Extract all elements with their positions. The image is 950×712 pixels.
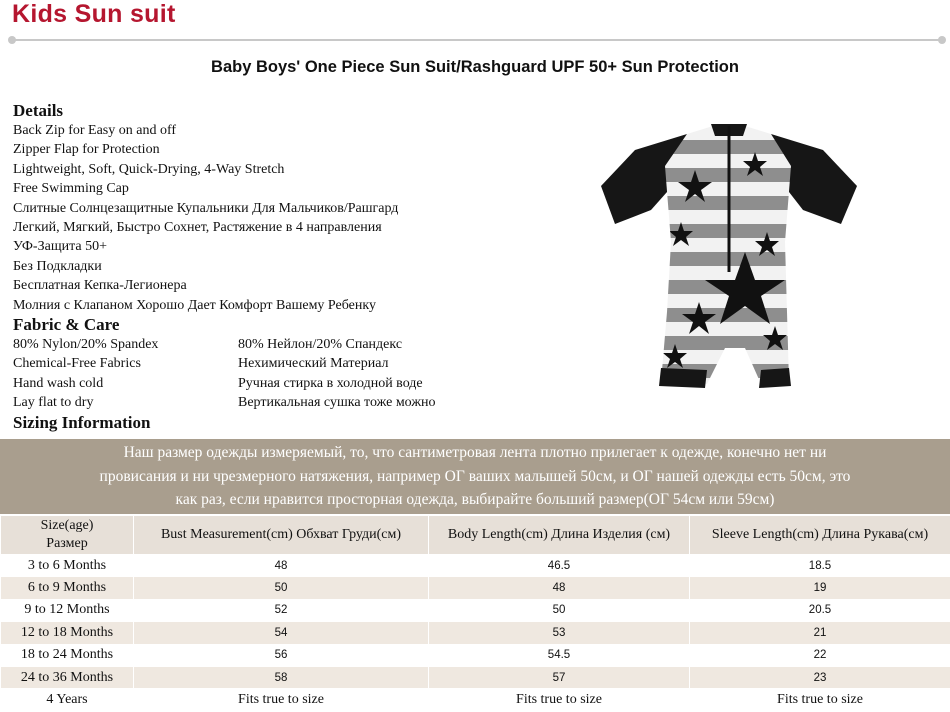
rashguard-product-photo [595, 112, 935, 412]
fabric-ru: 80% Нейлон/20% Спандекс [238, 335, 402, 354]
sleeve-length-cell: 22 [690, 644, 950, 666]
details-line: Легкий, Мягкий, Быстро Сохнет, Растяжение в 4 направления [13, 218, 573, 237]
details-line: Бесплатная Кепка-Легионера [13, 276, 573, 295]
sleeve-length-cell: 20.5 [690, 599, 950, 621]
notice-line: Наш размер одежды измеряемый, то, что сантиметровая лента плотно прилегает к одежде, конечно нет ни [0, 441, 950, 465]
details-line: Zipper Flap for Protection [13, 140, 573, 159]
fabric-row [13, 335, 573, 354]
table-row [1, 622, 950, 644]
body-length-cell: 54.5 [429, 644, 690, 666]
size-table-header [1, 516, 950, 555]
bust-cell: 50 [134, 577, 429, 599]
brand-title: Kids Sun suit [12, 0, 176, 29]
sizing-heading: Sizing Information [13, 413, 573, 433]
col-header-bust: Bust Measurement(cm) Обхват Груди(см) [134, 516, 429, 555]
table-row [1, 577, 950, 599]
header-divider [12, 39, 942, 41]
col-header-size [1, 516, 134, 555]
sleeve-length-cell: 21 [690, 622, 950, 644]
divider-right-dot [938, 36, 946, 44]
size-cell: 24 to 36 Months [1, 666, 134, 688]
table-row [1, 666, 950, 688]
details-line: Lightweight, Soft, Quick-Drying, 4-Way Stretch [13, 160, 573, 179]
size-cell: 3 to 6 Months [1, 555, 134, 577]
fabric-row [13, 374, 573, 393]
sleeve-length-cell: Fits true to size [690, 689, 950, 711]
divider-left-dot [8, 36, 16, 44]
body-length-cell: 50 [429, 599, 690, 621]
product-info [13, 101, 573, 433]
body-length-cell: 48 [429, 577, 690, 599]
details-line: УФ-Защита 50+ [13, 237, 573, 256]
table-row [1, 644, 950, 666]
details-line: Free Swimming Cap [13, 179, 573, 198]
size-cell: 9 to 12 Months [1, 599, 134, 621]
body-length-cell: 57 [429, 666, 690, 688]
details-line: Back Zip for Easy on and off [13, 121, 573, 140]
size-cell: 12 to 18 Months [1, 622, 134, 644]
sleeve-length-cell: 23 [690, 666, 950, 688]
body-length-cell: 53 [429, 622, 690, 644]
col-header-size-ru: Размер [1, 535, 133, 553]
size-table [0, 515, 950, 712]
size-cell: 6 to 9 Months [1, 577, 134, 599]
table-row [1, 599, 950, 621]
bust-cell: 58 [134, 666, 429, 688]
fabric-en: 80% Nylon/20% Spandex [13, 335, 238, 354]
table-row [1, 555, 950, 577]
bust-cell: Fits true to size [134, 689, 429, 711]
body-length-cell: 46.5 [429, 555, 690, 577]
fabric-ru: Ручная стирка в холодной воде [238, 374, 423, 393]
details-line: Без Подкладки [13, 257, 573, 276]
col-header-body-length: Body Length(cm) Длина Изделия (см) [429, 516, 690, 555]
details-heading: Details [13, 101, 573, 121]
bust-cell: 52 [134, 599, 429, 621]
sleeve-length-cell: 19 [690, 577, 950, 599]
product-title: Baby Boys' One Piece Sun Suit/Rashguard UPF 50+ Sun Protection [0, 58, 950, 77]
details-line: Слитные Солнцезащитные Купальники Для Мальчиков/Рашгард [13, 199, 573, 218]
fabric-ru: Нехимический Материал [238, 354, 389, 373]
notice-line: как раз, если нравится просторная одежда, выбирайте больший размер(ОГ 54см или 59см) [0, 488, 950, 512]
fabric-heading: Fabric & Care [13, 315, 573, 335]
table-row [1, 689, 950, 711]
bust-cell: 56 [134, 644, 429, 666]
sleeve-length-cell: 18.5 [690, 555, 950, 577]
fabric-en: Hand wash cold [13, 374, 238, 393]
fabric-row [13, 393, 573, 412]
col-header-sleeve-length: Sleeve Length(cm) Длина Рукава(см) [690, 516, 950, 555]
details-line: Молния с Клапаном Хорошо Дает Комфорт Вашему Ребенку [13, 296, 573, 315]
body-length-cell: Fits true to size [429, 689, 690, 711]
col-header-size-en: Size(age) [1, 517, 133, 535]
fabric-en: Chemical-Free Fabrics [13, 354, 238, 373]
fabric-en: Lay flat to dry [13, 393, 238, 412]
bust-cell: 48 [134, 555, 429, 577]
size-cell: 18 to 24 Months [1, 644, 134, 666]
sizing-notice [0, 439, 950, 514]
size-cell: 4 Years [1, 689, 134, 711]
bust-cell: 54 [134, 622, 429, 644]
fabric-row [13, 354, 573, 373]
notice-line: провисания и ни чрезмерного натяжения, например ОГ ваших малышей 50см, и ОГ нашей одежды есть 50см, это [0, 465, 950, 489]
fabric-ru: Вертикальная сушка тоже можно [238, 393, 436, 412]
